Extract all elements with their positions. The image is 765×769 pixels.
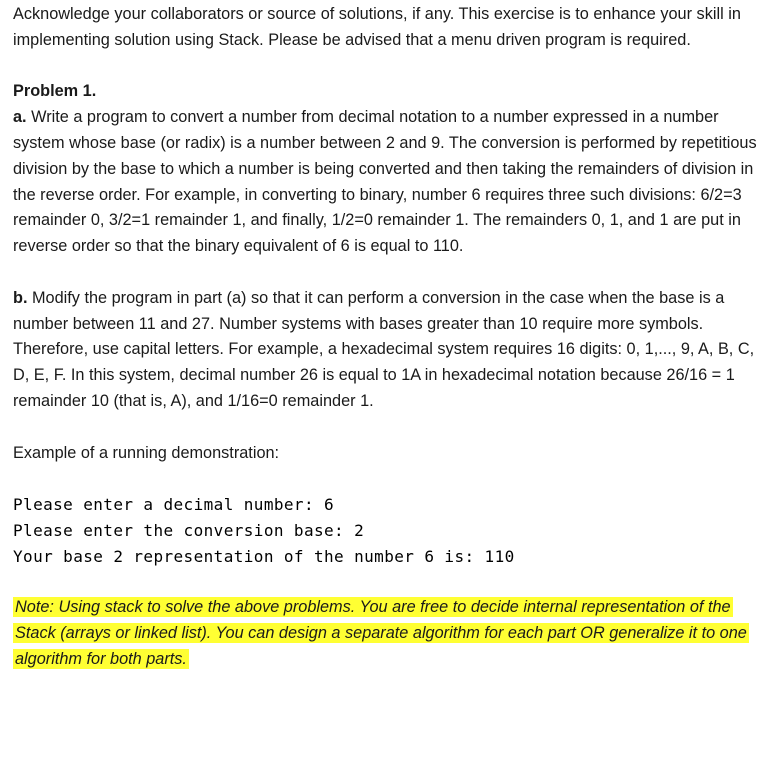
spacer bbox=[13, 54, 758, 80]
intro-paragraph: Acknowledge your collaborators or source of solutions, if any. This exercise is to enhance your skill in implementing solution using Stack. Please be advised that a menu driven program is required. bbox=[13, 5, 741, 49]
part-a-text: Write a program to convert a number from decimal notation to a number expressed in a number system whose base (or radix) is a number between 2 and 9. The conversion is performed by repetitious division by the base to which a number is being converted and then taking the remainders of division in the reverse order. For example, in converting to binary, number 6 requires three such divisions: 6/2=3 remainder 0, 3/2=1 remainder 1, and finally, 1/2=0 remainder 1. The remainders 0, 1, and 1 are put in reverse order so that the binary equivalent of 6 is equal to 110. bbox=[13, 108, 757, 256]
part-a-label: a. bbox=[13, 108, 27, 127]
part-b-paragraph bbox=[13, 286, 758, 415]
demo-line: Please enter a decimal number: 6 bbox=[13, 495, 335, 515]
problem-title: Problem 1. bbox=[13, 82, 97, 101]
note-paragraph bbox=[13, 595, 758, 672]
spacer bbox=[13, 260, 758, 286]
note-highlight: Note: Using stack to solve the above problems. You are free to decide internal representation of the Stack (arrays or linked list). You can design a separate algorithm for each part OR generalize it to one algorithm for both parts. bbox=[15, 598, 747, 668]
spacer bbox=[13, 570, 758, 596]
demo-line: Your base 2 representation of the number 6 is: 110 bbox=[13, 546, 515, 566]
document-body bbox=[13, 2, 758, 673]
demo-line: Please enter the conversion base: 2 bbox=[13, 520, 365, 540]
example-heading: Example of a running demonstration: bbox=[13, 443, 280, 462]
part-a-paragraph bbox=[13, 105, 758, 260]
spacer bbox=[13, 466, 758, 492]
part-b-text: Modify the program in part (a) so that it can perform a conversion in the case when the base is a number between 11 and 27. Number systems with bases greater than 10 require more symbols. Therefore, use capital letters. For example, a hexadecimal system requires 16 digits: 0, 1,..., 9, A, B, C, D, E, F. In this system, decimal number 26 is equal to 1A in hexadecimal notation because 26/16 = 1 remainder 10 (that is, A), and 1/16=0 remainder 1. bbox=[13, 288, 755, 410]
part-b-label: b. bbox=[13, 288, 28, 307]
spacer bbox=[13, 415, 758, 441]
